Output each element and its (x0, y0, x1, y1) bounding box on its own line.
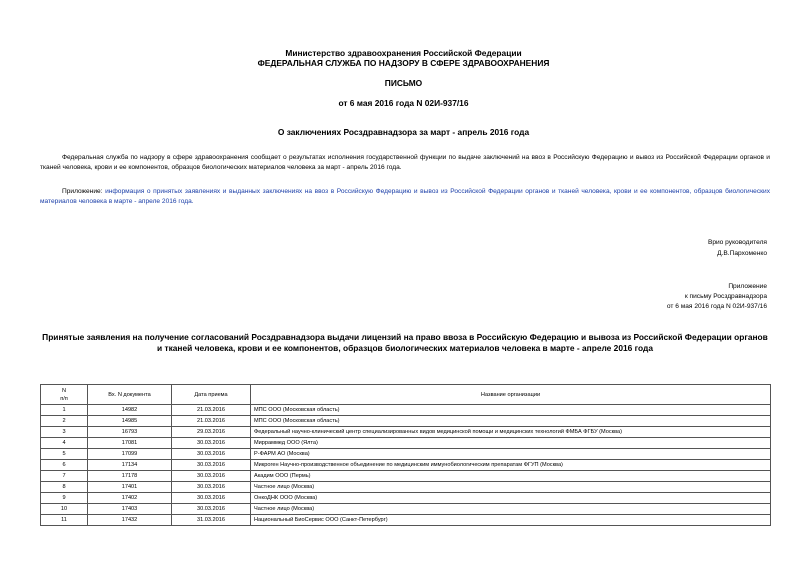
cell-doc-number: 17081 (88, 438, 172, 449)
cell-date: 30.03.2016 (172, 449, 251, 460)
doc-date: от 6 мая 2016 года N 02И-937/16 (338, 98, 469, 108)
cell-organization: Частное лицо (Москва) (251, 504, 771, 515)
ministry-name: Министерство здравоохранения Российской Федерации (285, 48, 522, 58)
cell-organization: Микроген Научно-производственное объединение по медицинским иммунобиологическим препаратам ФГУП (Москва) (251, 460, 771, 471)
header-date: Дата приема (172, 385, 251, 405)
table-row (41, 460, 771, 471)
cell-doc-number: 17178 (88, 471, 172, 482)
cell-date: 30.03.2016 (172, 438, 251, 449)
cell-num: 2 (41, 416, 88, 427)
signature-position: Врио руководителя (707, 239, 767, 246)
cell-num: 10 (41, 504, 88, 515)
table-row (41, 427, 771, 438)
cell-doc-number: 17099 (88, 449, 172, 460)
table-title: Принятые заявления на получение согласований Росздравнадзора выдачи лицензий на право ввоза в Российскую Федерацию и вывоза из Российской Федерации органов и тканей человека, крови и ее компонентов, образцов биологических материалов человека в марте - апреле 2016 года (42, 332, 768, 353)
cell-doc-number: 17403 (88, 504, 172, 515)
cell-organization: Акадим ООО (Пермь) (251, 471, 771, 482)
service-name: ФЕДЕРАЛЬНАЯ СЛУЖБА ПО НАДЗОРУ В СФЕРЕ ЗДРАВООХРАНЕНИЯ (257, 58, 550, 68)
cell-num: 4 (41, 438, 88, 449)
attachment-prefix: Приложение: (62, 188, 106, 195)
table-row (41, 405, 771, 416)
header-num: N п/п (41, 385, 88, 405)
cell-date: 31.03.2016 (172, 515, 251, 526)
applications-table (40, 384, 771, 526)
cell-num: 7 (41, 471, 88, 482)
cell-organization: МПС ООО (Московская область) (251, 416, 771, 427)
appendix-label: Приложение (728, 283, 767, 290)
cell-num: 6 (41, 460, 88, 471)
cell-doc-number: 17401 (88, 482, 172, 493)
table-row (41, 438, 771, 449)
cell-date: 30.03.2016 (172, 504, 251, 515)
cell-organization: Р-ФАРМ АО (Москва) (251, 449, 771, 460)
cell-num: 11 (41, 515, 88, 526)
header-doc-number: Вх. N документа (88, 385, 172, 405)
cell-doc-number: 17134 (88, 460, 172, 471)
cell-organization: Мирраммед ООО (Ялта) (251, 438, 771, 449)
table-row (41, 515, 771, 526)
cell-doc-number: 17432 (88, 515, 172, 526)
cell-organization: Частное лицо (Москва) (251, 482, 771, 493)
table-row (41, 504, 771, 515)
cell-date: 30.03.2016 (172, 460, 251, 471)
cell-organization: МПС ООО (Московская область) (251, 405, 771, 416)
cell-num: 5 (41, 449, 88, 460)
cell-num: 8 (41, 482, 88, 493)
signature-name: Д.В.Пархоменко (717, 250, 767, 257)
cell-date: 30.03.2016 (172, 493, 251, 504)
body-paragraph: Федеральная служба по надзору в сфере здравоохранения сообщает о результатах исполнения государственной функции по выдаче заключений на ввоз в Российскую Федерацию и вывоз из Российской Федерации органов и тканей человека, крови и ее компонентов, образцов биологических материалов человека за март - апрель 2016 года. (40, 154, 770, 171)
cell-organization: ОнкоДНК ООО (Москва) (251, 493, 771, 504)
appendix-ref-2: от 6 мая 2016 года N 02И-937/16 (666, 303, 767, 310)
table-header-row (41, 385, 771, 405)
cell-date: 21.03.2016 (172, 416, 251, 427)
cell-date: 21.03.2016 (172, 405, 251, 416)
table-row (41, 482, 771, 493)
cell-doc-number: 14982 (88, 405, 172, 416)
cell-organization: Федеральный научно-клинический центр специализированных видов медицинской помощи и медицинских технологий ФМБА ФГБУ (Москва) (251, 427, 771, 438)
header-organization: Название организации (251, 385, 771, 405)
cell-num: 9 (41, 493, 88, 504)
attachment-paragraph (40, 187, 770, 207)
table-row (41, 449, 771, 460)
cell-num: 1 (41, 405, 88, 416)
cell-doc-number: 16793 (88, 427, 172, 438)
table-row (41, 493, 771, 504)
table-row (41, 416, 771, 427)
doc-type: ПИСЬМО (384, 78, 423, 88)
doc-subject: О заключениях Росздравнадзора за март - апрель 2016 года (277, 127, 530, 137)
cell-date: 29.03.2016 (172, 427, 251, 438)
cell-doc-number: 14985 (88, 416, 172, 427)
cell-organization: Национальный БиоСервис ООО (Санкт-Петербург) (251, 515, 771, 526)
cell-date: 30.03.2016 (172, 471, 251, 482)
table-row (41, 471, 771, 482)
appendix-ref-1: к письму Росздравнадзора (684, 293, 767, 300)
cell-num: 3 (41, 427, 88, 438)
cell-date: 30.03.2016 (172, 482, 251, 493)
attachment-link[interactable]: информация о принятых заявлениях и выданных заключениях на ввоз в Российскую Федерацию и вывоз из Российской Федерации органов и тканей человека, крови и ее компонентов, образцов биологических материалов человека в марте - апреле 2016 года. (40, 188, 770, 205)
cell-doc-number: 17402 (88, 493, 172, 504)
